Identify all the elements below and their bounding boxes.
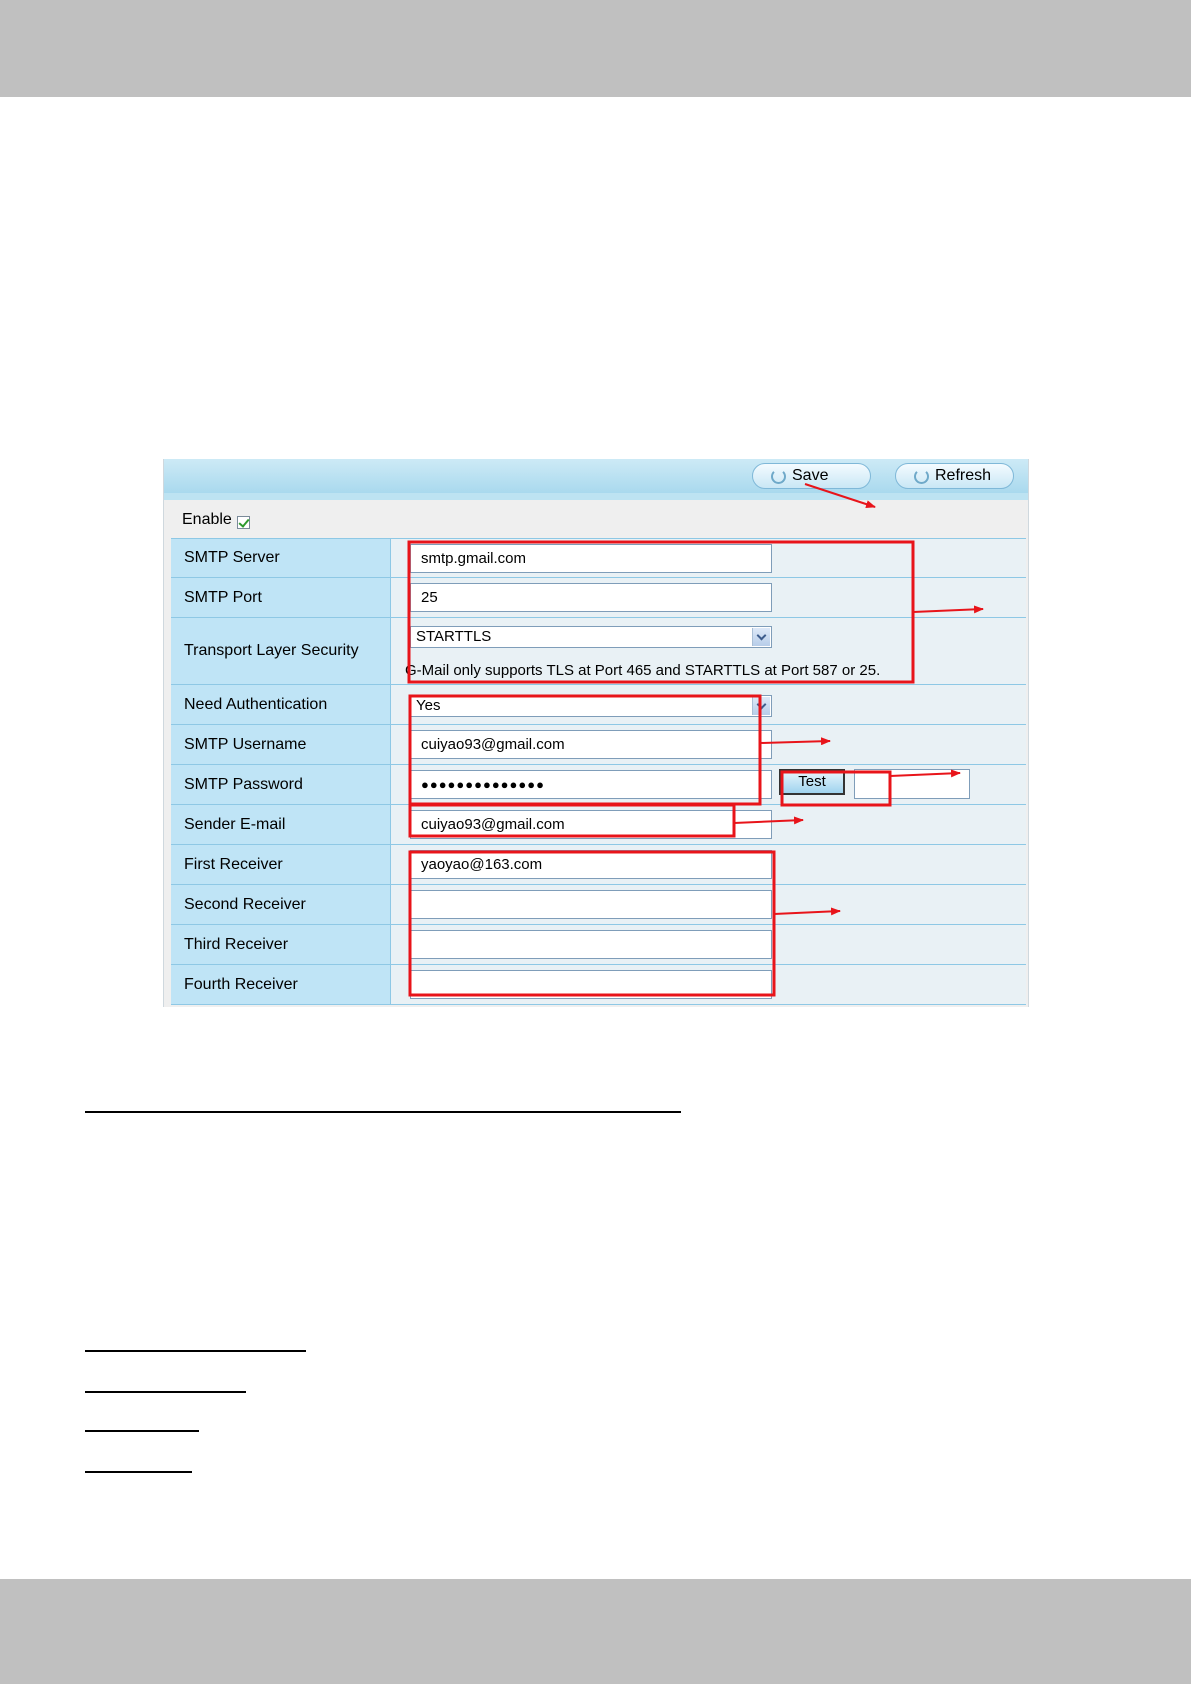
highlight-server-box	[409, 542, 913, 682]
highlight-receivers-box	[410, 852, 774, 995]
second-receiver-label: Second Receiver	[171, 885, 391, 924]
underline-rule	[85, 1471, 192, 1473]
save-label: Save	[792, 467, 829, 484]
third-receiver-label: Third Receiver	[171, 925, 391, 964]
smtp-server-label: SMTP Server	[171, 539, 391, 577]
page-footer-band	[0, 1579, 1191, 1684]
highlight-test-box	[782, 772, 890, 805]
refresh-label: Refresh	[935, 467, 992, 484]
smtp-port-input[interactable]: 25	[410, 583, 772, 612]
annotation-arrow-test	[890, 773, 960, 776]
first-receiver-label: First Receiver	[171, 845, 391, 884]
annotation-arrow-receivers	[774, 911, 840, 914]
need-auth-label: Need Authentication	[171, 685, 391, 724]
need-auth-select-value: Yes	[416, 697, 441, 714]
tls-select-value: STARTTLS	[416, 628, 492, 645]
first-receiver-input[interactable]: yaoyao@163.com	[410, 850, 772, 879]
smtp-username-label: SMTP Username	[171, 725, 391, 764]
underline-rule	[85, 1391, 246, 1393]
sender-email-label: Sender E-mail	[171, 805, 391, 844]
smtp-password-input[interactable]: ●●●●●●●●●●●●●●	[410, 770, 772, 799]
highlight-sender-box	[410, 805, 734, 836]
annotation-arrow-auth	[760, 741, 830, 743]
underline-rule	[85, 1350, 306, 1352]
underline-rule	[85, 1430, 199, 1432]
underline-rule	[85, 1111, 681, 1113]
annotation-arrow-save	[805, 484, 875, 507]
annotation-arrow-sender	[734, 820, 803, 823]
tls-label: Transport Layer Security	[171, 618, 391, 684]
smtp-username-input[interactable]: cuiyao93@gmail.com	[410, 730, 772, 759]
test-button[interactable]: Test	[779, 769, 845, 795]
fourth-receiver-label: Fourth Receiver	[171, 965, 391, 1004]
highlight-auth-box	[410, 696, 760, 804]
enable-label: Enable	[182, 511, 232, 528]
smtp-server-input[interactable]: smtp.gmail.com	[410, 544, 772, 573]
sender-email-input[interactable]: cuiyao93@gmail.com	[410, 810, 772, 839]
smtp-port-label: SMTP Port	[171, 578, 391, 617]
annotation-arrow-server	[913, 609, 983, 612]
tls-note: G-Mail only supports TLS at Port 465 and STARTTLS at Port 587 or 25.	[405, 662, 881, 679]
smtp-password-label: SMTP Password	[171, 765, 391, 804]
